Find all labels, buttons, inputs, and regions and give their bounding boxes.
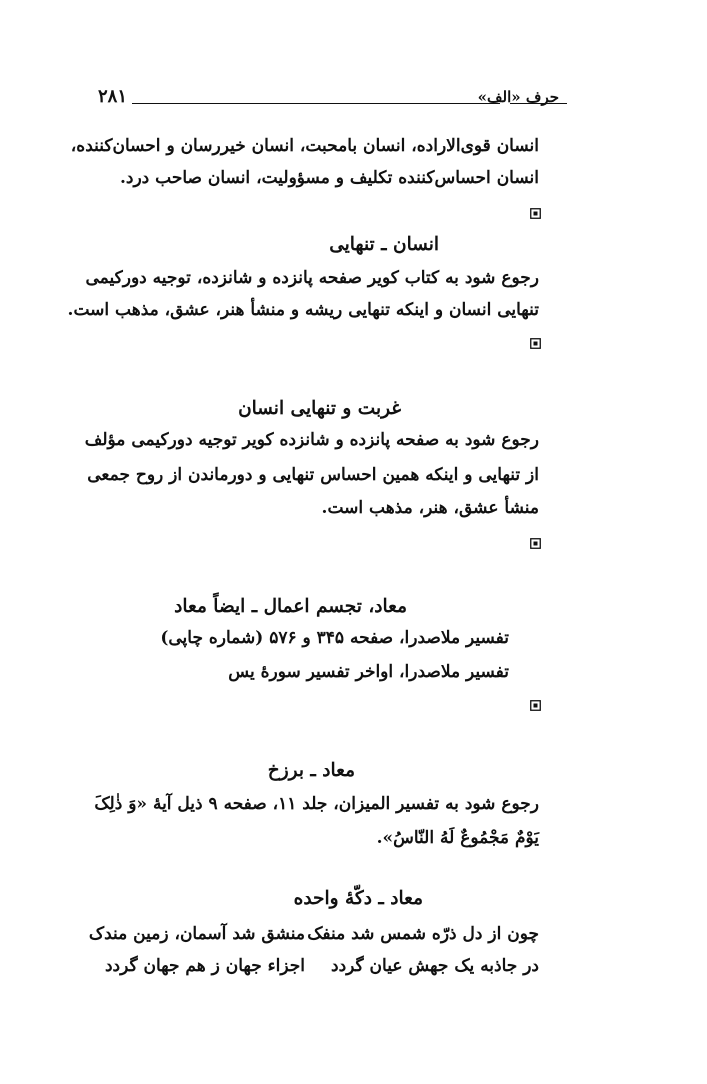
section-separator-icon [530, 700, 541, 711]
entry-line: تنهایی انسان و اینکه تنهایی ریشه و منشأ هنر، عشق، مذهب است. [67, 300, 539, 320]
entry-heading: معاد ـ دکّهٔ واحده [293, 888, 423, 909]
entry-heading: غربت و تنهایی انسان [238, 398, 401, 419]
entry-line: یَوْمٌ مَجْمُوعٌ لَهُ النّاسُ». [376, 828, 539, 848]
entry-line: از تنهایی و اینکه همین احساس تنهایی و دورماندن از روح جمعی [87, 465, 539, 485]
entry-heading: معاد، تجسم اعمال ـ ایضاً معاد [174, 596, 407, 617]
entry-heading: انسان ـ تنهایی [329, 234, 439, 255]
entry-line: انسان قوی‌الاراده، انسان بامحبت، انسان خیررسان و احسان‌کننده، [70, 136, 539, 156]
header-rule-long [132, 103, 500, 104]
section-separator-icon [530, 538, 541, 549]
running-header-title: حرف «الف» [477, 88, 559, 106]
header-rule-short [510, 103, 567, 104]
poem-hemistich-left: اجزاء جهان ز هم جهان گردد [104, 956, 305, 976]
poem-hemistich-left: منشق شد آسمان، زمین مندک [88, 924, 305, 944]
entry-line: منشأ عشق، هنر، مذهب است. [321, 498, 539, 518]
entry-line: انسان احساس‌کننده تکلیف و مسؤولیت، انسان صاحب درد. [119, 168, 539, 188]
entry-line: تفسیر ملاصدرا، صفحه ۳۴۵ و ۵۷۶ (شماره چاپی) [160, 628, 509, 648]
section-separator-icon [530, 338, 541, 349]
entry-line: تفسیر ملاصدرا، اواخر تفسیر سورهٔ یس [228, 662, 509, 682]
entry-line: رجوع شود به صفحه پانزده و شانزده کویر توجیه دورکیمی مؤلف [84, 430, 539, 450]
entry-line: رجوع شود به تفسیر المیزان، جلد ۱۱، صفحه ۹ ذیل آیهٔ «وَ ذٰلِکَ [94, 794, 539, 814]
entry-heading: معاد ـ برزخ [267, 760, 355, 781]
section-separator-icon [530, 208, 541, 219]
poem-hemistich-right: چون از دل ذرّه شمس شد منفک [307, 924, 539, 944]
poem-hemistich-right: در جاذبه یک جهش عیان گردد [331, 956, 539, 976]
page-number: ۲۸۱ [98, 86, 128, 107]
entry-line: رجوع شود به کتاب کویر صفحه پانزده و شانزده، توجیه دورکیمی [85, 268, 539, 288]
